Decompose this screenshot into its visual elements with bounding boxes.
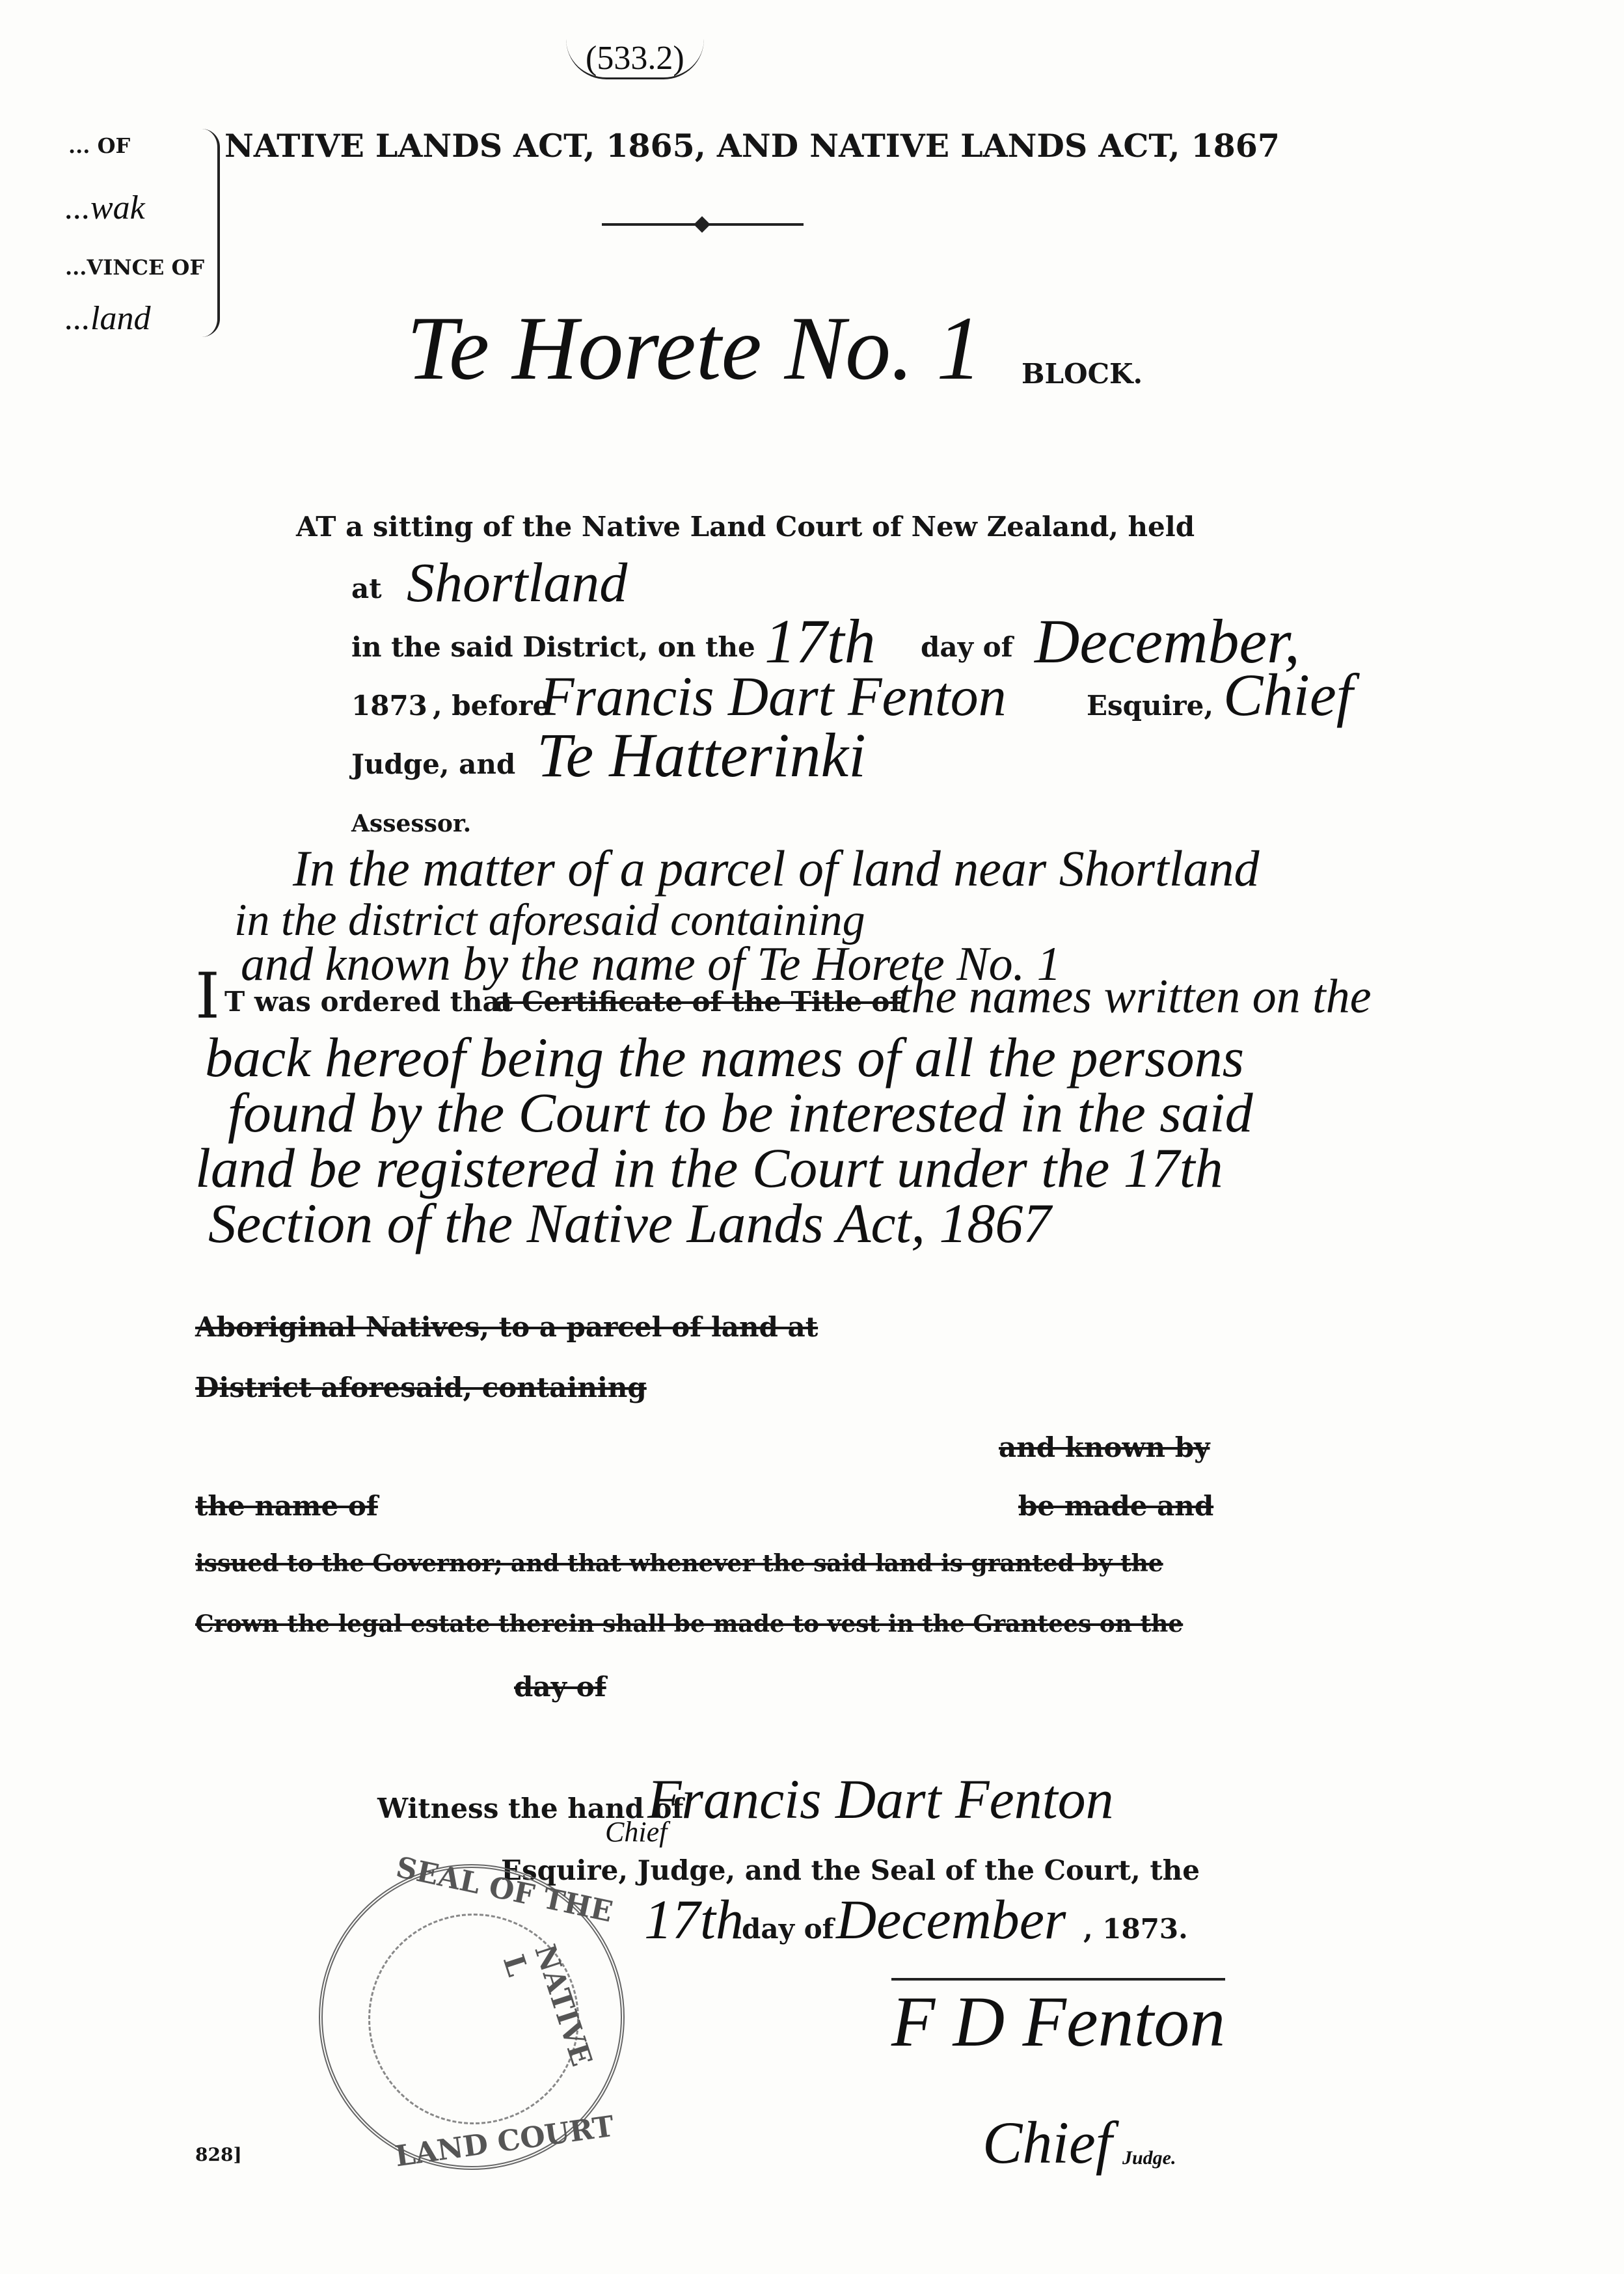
margin-line-2: ...wak	[65, 189, 145, 226]
sitting-assessor-label: Assessor.	[351, 810, 472, 837]
body-order-struck: a Certificate of the Title of	[494, 986, 902, 1018]
top-annotation: (533.2)	[566, 39, 704, 79]
body-hand-line-1: In the matter of a parcel of land near Shortland	[293, 840, 1260, 897]
judge-signature: F D Fenton	[891, 1978, 1225, 2063]
sitting-day: 17th	[765, 606, 876, 676]
sitting-judge-and: Judge, and	[351, 748, 516, 780]
margin-line-1: ... OF	[68, 133, 131, 158]
seal-text-right: NATIVE L	[496, 1940, 599, 2070]
margin-brace	[202, 129, 220, 337]
sitting-day-of: day of	[921, 631, 1013, 663]
witness-month: December	[836, 1888, 1066, 1951]
body-hand-line-8: Section of the Native Lands Act, 1867	[208, 1192, 1051, 1254]
act-title: NATIVE LANDS ACT, 1865, AND NATIVE LANDS ACT, 1867	[224, 127, 1280, 165]
court-seal	[319, 1850, 625, 2174]
block-name: Te Horete No. 1	[407, 298, 982, 399]
form-number: 828]	[195, 2144, 242, 2165]
witness-year: , 1873.	[1083, 1913, 1188, 1945]
struck-line-5: issued to the Governor; and that whenever the said land is granted by the	[195, 1550, 1163, 1577]
body-hand-line-7: land be registered in the Court under the 17th	[195, 1137, 1223, 1199]
struck-line-3: and known by	[999, 1431, 1210, 1463]
body-hand-line-4: the names written on the	[898, 970, 1372, 1023]
witness-name: Francis Dart Fenton	[647, 1768, 1114, 1830]
body-order-prefix: T was ordered that	[224, 986, 513, 1018]
body-drop-cap: I	[195, 960, 220, 1033]
sitting-judge-name: Francis Dart Fenton	[540, 665, 1007, 727]
signature-chief: Chief	[982, 2109, 1113, 2176]
margin-line-4: ...land	[65, 300, 151, 337]
witness-prefix: Witness the hand of	[377, 1793, 684, 1824]
witness-chief: Chief	[605, 1816, 668, 1848]
sitting-place: Shortland	[407, 551, 628, 614]
witness-day: 17th	[644, 1888, 744, 1951]
sitting-district-text: in the said District, on the	[351, 631, 755, 663]
sitting-assessor-name: Te Hatterinki	[537, 720, 866, 790]
signature-judge-label: Judge.	[1122, 2147, 1176, 2169]
sitting-at-label: at	[351, 573, 382, 604]
struck-line-1: Aboriginal Natives, to a parcel of land at	[195, 1311, 819, 1343]
title-ornament-diamond	[694, 216, 710, 232]
struck-line-4b: be made and	[1018, 1490, 1214, 1522]
struck-line-7: day of	[514, 1671, 606, 1703]
block-label: BLOCK.	[1022, 358, 1143, 390]
struck-line-6: Crown the legal estate therein shall be made to vest in the Grantees on the	[195, 1610, 1184, 1638]
seal-text-bottom: LAND COURT	[393, 2109, 616, 2174]
struck-line-2: District aforesaid, containing	[195, 1372, 647, 1403]
body-hand-line-2: in the district aforesaid containing	[234, 895, 865, 945]
seal-text-top: SEAL OF THE	[393, 1850, 616, 1929]
body-hand-line-5: back hereof being the names of all the persons	[205, 1026, 1245, 1089]
witness-line-2: Esquire, Judge, and the Seal of the Court, the	[501, 1854, 1200, 1886]
margin-line-3: ...VINCE OF	[65, 255, 205, 280]
sitting-year: 1873	[351, 690, 427, 722]
sitting-esquire: Esquire,	[1087, 690, 1213, 722]
struck-line-4a: the name of	[195, 1490, 378, 1522]
sitting-intro: AT a sitting of the Native Land Court of New Zealand, held	[296, 511, 1195, 543]
body-hand-line-6: found by the Court to be interested in the said	[228, 1081, 1253, 1144]
sitting-chief: Chief	[1223, 662, 1353, 728]
witness-day-of: day of	[742, 1913, 834, 1945]
body-hand-line-3: and known by the name of Te Horete No. 1	[241, 938, 1061, 991]
sitting-before: , before	[433, 690, 550, 722]
sitting-month: December,	[1035, 606, 1300, 676]
